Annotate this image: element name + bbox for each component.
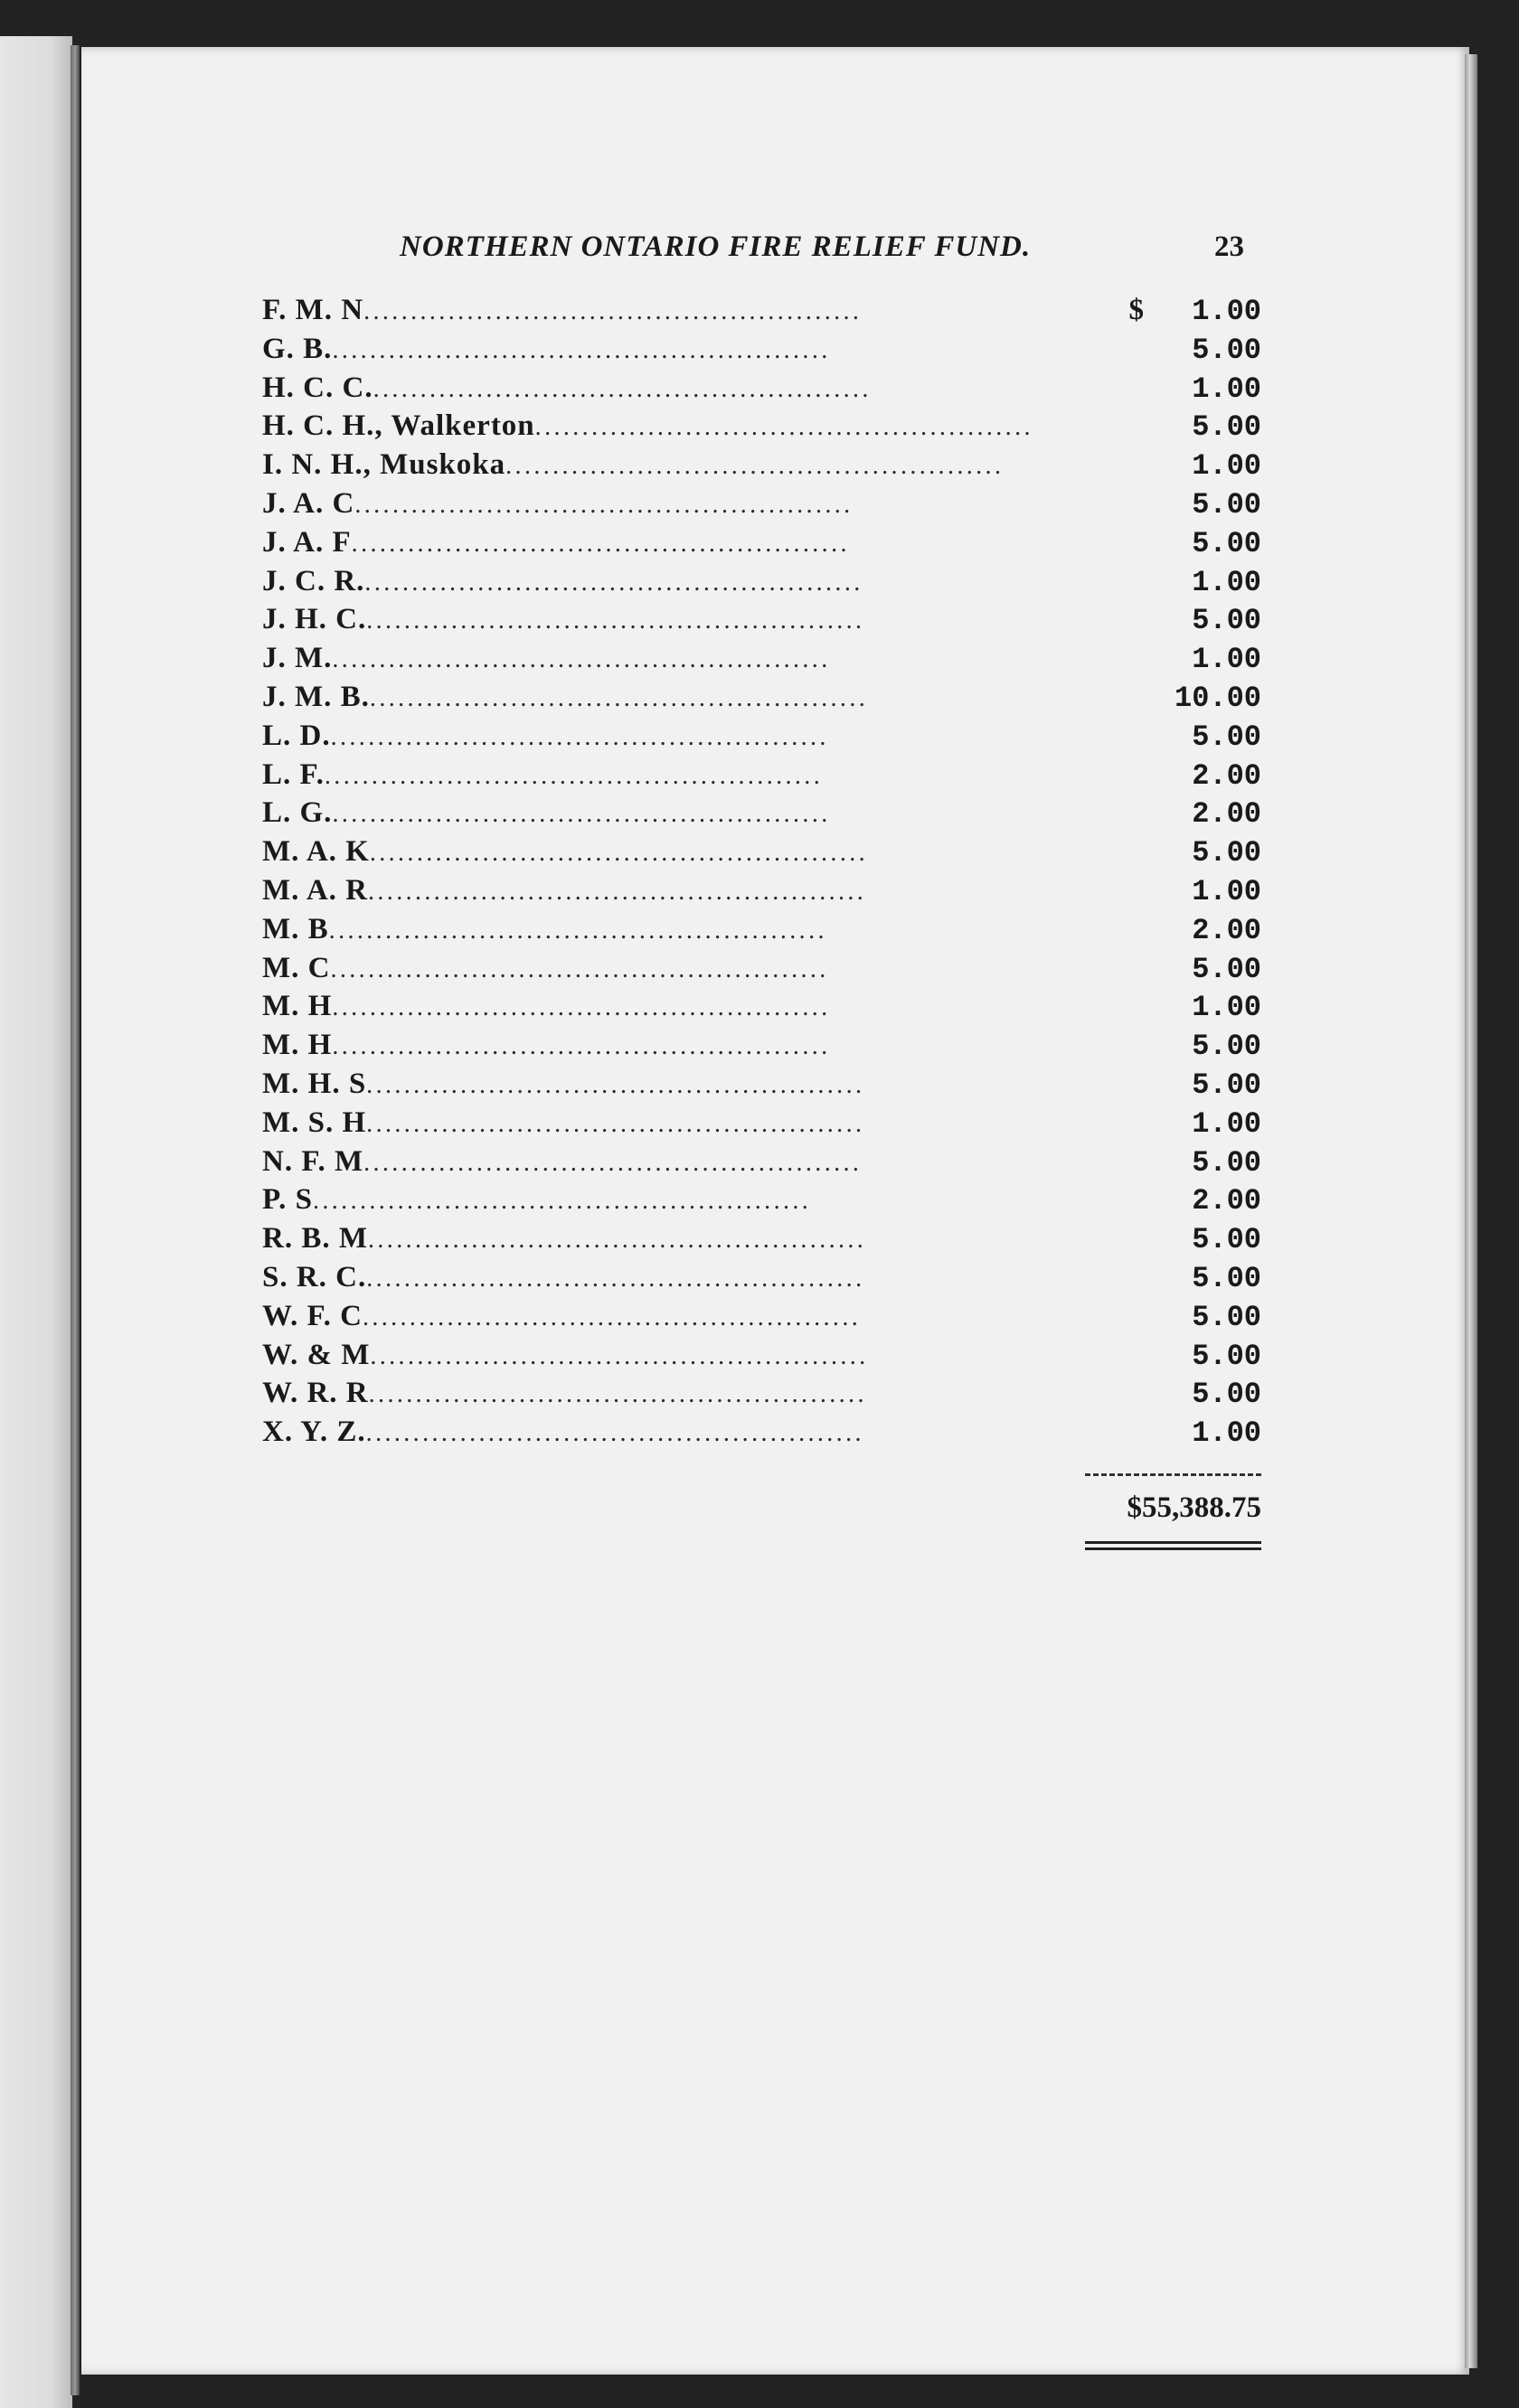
- dot-leader: .....................................................: [351, 529, 850, 558]
- contribution-amount: 5.00: [1192, 1339, 1261, 1373]
- contributor-name: G. B.: [262, 332, 333, 365]
- contributor-name: X. Y. Z.: [262, 1416, 366, 1449]
- contribution-amount: 5.00: [1192, 1223, 1261, 1257]
- list-item: [262, 448, 1261, 487]
- contributor-name: M. H: [262, 990, 333, 1023]
- dot-leader: .....................................................: [534, 413, 1033, 442]
- contribution-amount: 5.00: [1192, 333, 1261, 367]
- contributor-name: M. S. H: [262, 1105, 367, 1139]
- dot-leader: .....................................................: [366, 1109, 865, 1138]
- contribution-amount: 1.00: [1192, 1106, 1261, 1141]
- dot-leader: .....................................................: [365, 1419, 864, 1448]
- contribution-amount: 2.00: [1192, 797, 1261, 832]
- contributor-name: S. R. C.: [262, 1260, 367, 1293]
- dot-leader: .....................................................: [330, 722, 829, 751]
- list-item: [262, 1145, 1261, 1184]
- list-item: [262, 1183, 1261, 1222]
- list-item: [262, 409, 1261, 448]
- contribution-amount: 5.00: [1192, 1068, 1261, 1102]
- running-head: NORTHERN ONTARIO FIRE RELIEF FUND.: [400, 230, 1032, 263]
- contributor-name: M. H: [262, 1029, 333, 1062]
- contributor-name: L. G.: [262, 796, 333, 830]
- dot-leader: .....................................................: [332, 1032, 831, 1061]
- list-item: [262, 526, 1261, 565]
- contributor-name: M. H. S: [262, 1067, 367, 1100]
- list-item: [262, 990, 1261, 1029]
- contributor-name: W. R. R: [262, 1377, 369, 1410]
- book-binding: [71, 45, 80, 2395]
- total-rule-single: [1085, 1473, 1261, 1476]
- dot-leader: .....................................................: [366, 1264, 865, 1293]
- list-item: [262, 681, 1261, 720]
- list-item: [262, 603, 1261, 642]
- dot-leader: .....................................................: [368, 1226, 867, 1255]
- list-item: [262, 1377, 1261, 1416]
- contribution-amount: 5.00: [1192, 952, 1261, 986]
- contributor-name: H. C. C.: [262, 371, 373, 404]
- contribution-amount: 1.00: [1192, 565, 1261, 599]
- dot-leader: .....................................................: [366, 607, 865, 635]
- list-item: [262, 1106, 1261, 1145]
- dot-leader: .....................................................: [332, 800, 831, 829]
- list-item: [262, 1222, 1261, 1261]
- list-item: [262, 874, 1261, 913]
- list-item: [262, 372, 1261, 410]
- list-item: [262, 1416, 1261, 1454]
- dot-leader: .....................................................: [505, 452, 1005, 481]
- contributor-name: J. H. C.: [262, 603, 367, 636]
- contributor-name: P. S: [262, 1183, 313, 1217]
- list-item: [262, 1068, 1261, 1106]
- dot-leader: .....................................................: [369, 683, 869, 712]
- dot-leader: .....................................................: [362, 1303, 862, 1331]
- contribution-amount: 5.00: [1192, 604, 1261, 638]
- contribution-amount: 10.00: [1174, 681, 1261, 715]
- list-item: [262, 294, 1261, 333]
- dot-leader: .....................................................: [368, 1380, 867, 1409]
- dot-leader: .....................................................: [332, 993, 831, 1022]
- dot-leader: .....................................................: [324, 761, 824, 790]
- dot-leader: .....................................................: [330, 955, 829, 983]
- list-item: [262, 565, 1261, 604]
- contributor-name: W. & M: [262, 1338, 371, 1371]
- contribution-amount: 1.00: [1192, 643, 1261, 677]
- contributor-name: H. C. H., Walkerton: [262, 409, 535, 443]
- contributor-name: L. F.: [262, 757, 325, 791]
- list-item: [262, 1339, 1261, 1378]
- contribution-amount: 2.00: [1192, 913, 1261, 947]
- contributor-name: M. A. R: [262, 873, 368, 907]
- contribution-amount: 1.00: [1192, 295, 1261, 328]
- contributor-name: M. A. K: [262, 835, 370, 869]
- total-rule-double: [1085, 1541, 1261, 1550]
- list-item: [262, 1261, 1261, 1300]
- dot-leader: .....................................................: [312, 1187, 812, 1216]
- contribution-amount: 5.00: [1192, 1030, 1261, 1064]
- contributor-name: J. M. B.: [262, 680, 370, 713]
- contributor-name: F. M. N: [262, 294, 364, 326]
- contributor-name: M. B: [262, 912, 329, 945]
- dot-leader: .....................................................: [369, 839, 869, 868]
- list-item: [262, 720, 1261, 758]
- contribution-amount: 5.00: [1192, 1300, 1261, 1334]
- list-item: [262, 1029, 1261, 1068]
- currency-symbol: $: [1128, 294, 1144, 326]
- dot-leader: .....................................................: [332, 335, 831, 364]
- dot-leader: .....................................................: [328, 916, 827, 945]
- contribution-amount: 1.00: [1192, 449, 1261, 484]
- page-number: 23: [1214, 230, 1244, 263]
- contribution-amount: 5.00: [1192, 410, 1261, 445]
- contribution-amount: 2.00: [1192, 758, 1261, 793]
- list-item: [262, 796, 1261, 835]
- dot-leader: .....................................................: [363, 1148, 863, 1177]
- list-item: [262, 913, 1261, 952]
- contribution-amount: 5.00: [1192, 526, 1261, 560]
- list-item: [262, 1300, 1261, 1339]
- contributor-name: W. F. C: [262, 1299, 363, 1332]
- contributor-name: J. A. F: [262, 525, 352, 559]
- dot-leader: .....................................................: [332, 645, 831, 674]
- contribution-amount: 1.00: [1192, 372, 1261, 406]
- contributor-name: J. A. C: [262, 486, 355, 520]
- list-item: [262, 487, 1261, 526]
- page-edge-shadow: [1465, 54, 1477, 2368]
- contribution-amount: 5.00: [1192, 836, 1261, 870]
- contributor-name: R. B. M: [262, 1222, 368, 1256]
- list-item: [262, 952, 1261, 991]
- contributor-name: J. C. R.: [262, 564, 365, 597]
- contributor-name: N. F. M: [262, 1144, 364, 1178]
- dot-leader: .....................................................: [370, 1341, 869, 1370]
- dot-leader: .....................................................: [364, 568, 863, 597]
- dot-leader: .....................................................: [366, 1070, 865, 1099]
- contribution-amount: 1.00: [1192, 991, 1261, 1025]
- subscriber-list: [262, 294, 1261, 1454]
- contribution-amount: 5.00: [1192, 1378, 1261, 1412]
- contribution-amount: 5.00: [1192, 1261, 1261, 1295]
- contributor-name: M. C: [262, 951, 331, 984]
- list-item: [262, 333, 1261, 372]
- grand-total: $55,388.75: [1127, 1491, 1261, 1524]
- dot-leader: .....................................................: [368, 877, 867, 906]
- contribution-amount: 1.00: [1192, 1416, 1261, 1451]
- dot-leader: .....................................................: [373, 374, 872, 403]
- contributor-name: L. D.: [262, 719, 331, 752]
- list-item: [262, 642, 1261, 681]
- previous-page-edge: [0, 36, 72, 2408]
- contribution-amount: 5.00: [1192, 487, 1261, 522]
- contribution-amount: 5.00: [1192, 720, 1261, 754]
- list-item: [262, 835, 1261, 874]
- contribution-amount: 1.00: [1192, 874, 1261, 908]
- dot-leader: .....................................................: [354, 490, 854, 519]
- contribution-amount: 5.00: [1192, 1145, 1261, 1180]
- contributor-name: J. M.: [262, 642, 333, 675]
- dot-leader: .....................................................: [363, 297, 863, 325]
- contribution-amount: 2.00: [1192, 1184, 1261, 1218]
- contributor-name: I. N. H., Muskoka: [262, 448, 506, 482]
- list-item: [262, 758, 1261, 797]
